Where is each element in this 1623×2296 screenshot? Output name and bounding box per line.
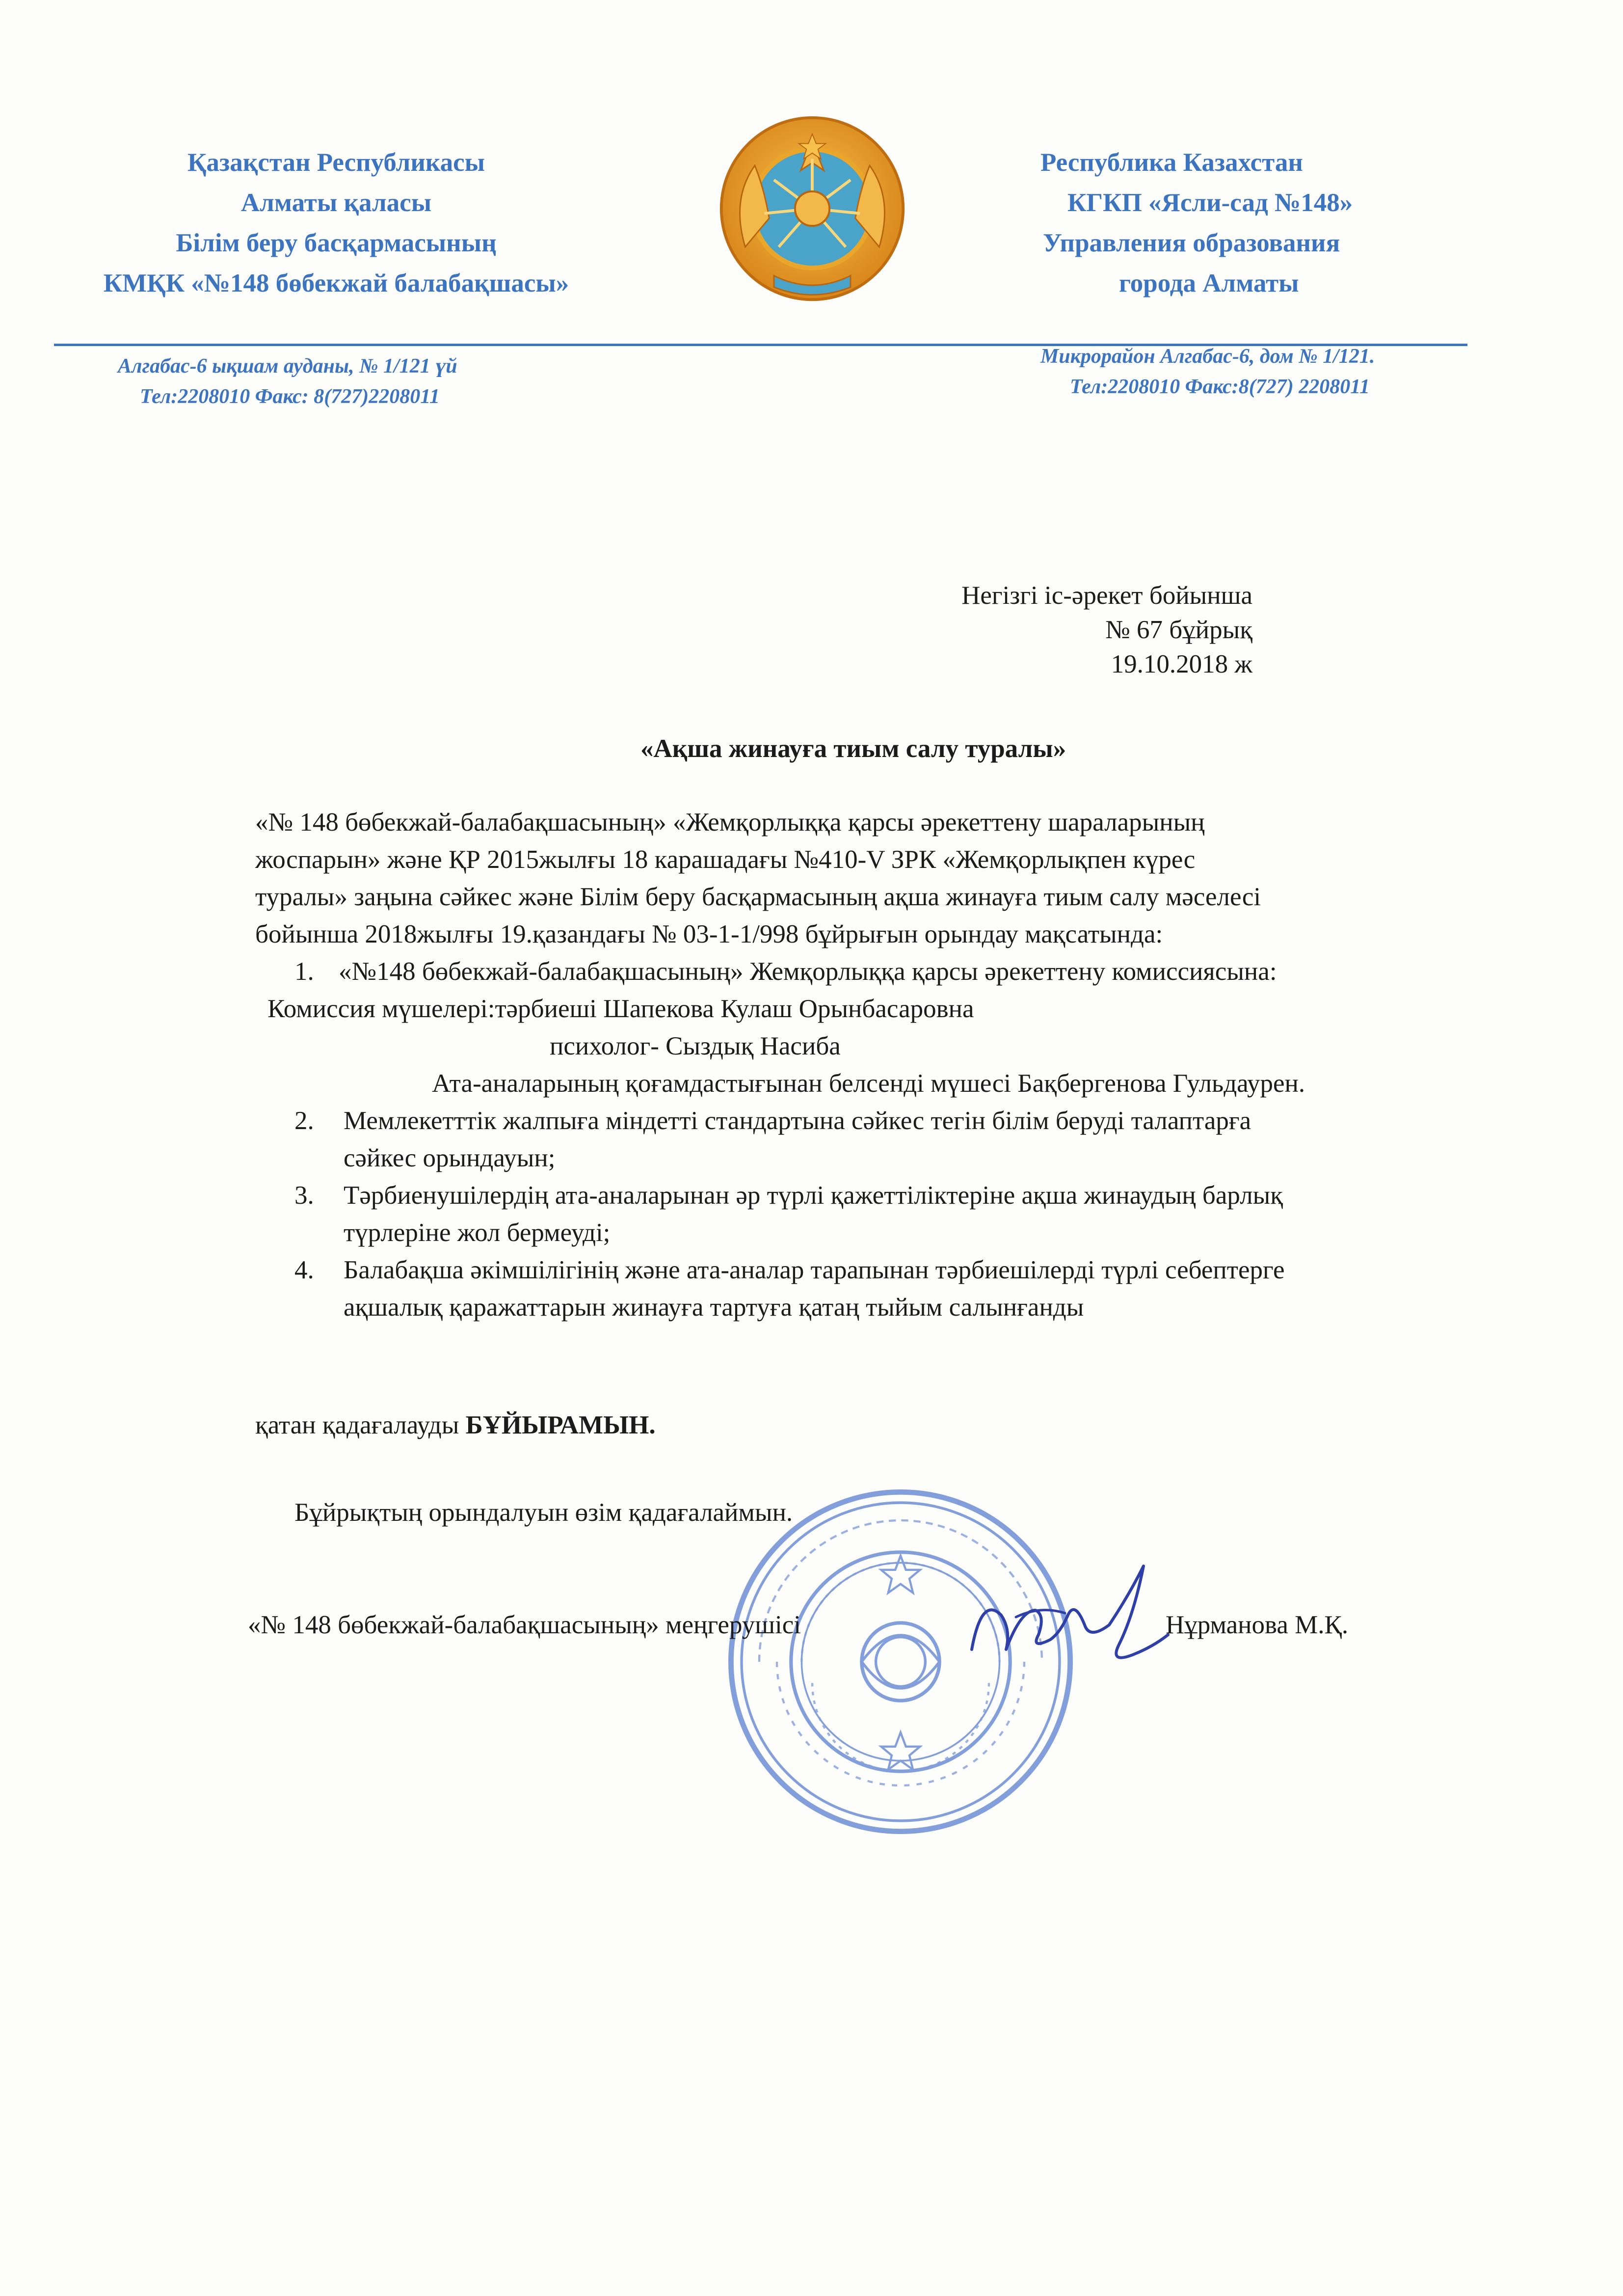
letterhead-russian [1021,142,1492,303]
preamble-line: жоспарын» және ҚР 2015жылғы 18 карашадағы №410-V ЗРК «Жемқорлықпен күрес [255,845,1196,874]
item-1-text: «№148 бөбекжай-балабақшасының» Жемқорлыққа қарсы әрекеттену комиссиясына: [339,957,1277,986]
order-number: № 67 бұйрық [1105,616,1252,644]
letterhead-right-line: города Алматы [1119,269,1299,297]
item-number: 4. [294,1256,314,1284]
order-verb: БҰЙЫРАМЫН. [465,1411,656,1439]
letterhead-right-line: КГКП «Ясли-сад №148» [1067,189,1353,217]
order-text: қатан қадағалауды [255,1411,466,1439]
commission-psychologist: психолог- Сыздық Насиба [550,1032,841,1060]
address-left-line: Алгабас-6 ықшам ауданы, № 1/121 үй [118,355,457,378]
order-meta [961,578,1252,681]
item-4-text: Балабақша әкімшілігінің және ата-аналар тарапынан тәрбиешілерді түрлі себептерге [344,1256,1285,1284]
commission-parent-member: Ата-аналарының қоғамдастығынан белсенді мүшесі Бақбергенова Гульдаурен. [432,1069,1305,1098]
head-name: Нұрманова М.Қ. [1166,1611,1349,1639]
address-right-line: Тел:2208010 Факс:8(727) 2208011 [1070,376,1370,398]
letterhead-left-line: Алматы қаласы [240,189,432,217]
item-3-text: Тәрбиенушілердің ата-аналарынан әр түрлі қажеттіліктеріне ақша жинаудың барлық [344,1181,1283,1210]
order-statement [255,1408,656,1442]
item-number: 3. [294,1181,314,1210]
letterhead-right-line: Республика Казахстан [1040,148,1303,177]
address-russian [1040,341,1531,402]
letterhead-left-line: Білім беру басқармасының [176,229,497,257]
item-number: 2. [294,1107,314,1135]
letterhead-left-line: Қазақстан Республикасы [187,148,485,177]
item-4-text: ақшалық қаражаттарын жинауға тартуға қатаң тыйым салынғанды [344,1293,1084,1322]
handwritten-signature-icon [962,1556,1178,1674]
order-date: 19.10.2018 ж [1111,650,1252,678]
preamble-line: «№ 148 бөбекжай-балабақшасының» «Жемқорлыққа қарсы әрекеттену шараларының [255,808,1205,837]
letterhead-left-line: КМҚК «№148 бөбекжай балабақшасы» [103,269,569,297]
address-left-line: Тел:2208010 Факс: 8(727)2208011 [140,385,440,408]
order-basis: Негізгі іс-әрекет бойынша [961,581,1252,610]
preamble-line: туралы» заңына сәйкес және Білім беру басқармасының ақша жинауға тиым салу мәселесі [255,883,1261,911]
item-2-text: Мемлекетттік жалпыға міндетті стандартына сәйкес тегін білім беруді талаптарға [344,1107,1251,1135]
item-number: 1. [294,957,314,986]
item-3-text: түрлеріне жол бермеуді; [344,1218,611,1247]
preamble-line: бойынша 2018жылғы 19.қазандағы № 03-1-1/998 бұйрығын орындау мақсатында: [255,920,1163,948]
commission-members: Комиссия мүшелері:тәрбиеші Шапекова Кулаш Орынбасаровна [267,995,974,1023]
letterhead-right-line: Управления образования [1043,229,1340,257]
head-position: «№ 148 бөбекжай-балабақшасының» меңгерушісі [248,1611,801,1639]
document-title: «Ақша жинауға тиым салу туралы» [640,734,1066,763]
kazakhstan-state-emblem-icon [717,113,908,304]
item-2-text: сәйкес орындауын; [344,1144,556,1172]
letterhead-kazakh [37,142,636,303]
address-kazakh [118,351,609,412]
address-right-line: Микрорайон Алгабас-6, дом № 1/121. [1040,345,1375,368]
control-statement: Бұйрықтың орындалуын өзім қадағалаймын. [294,1498,793,1527]
